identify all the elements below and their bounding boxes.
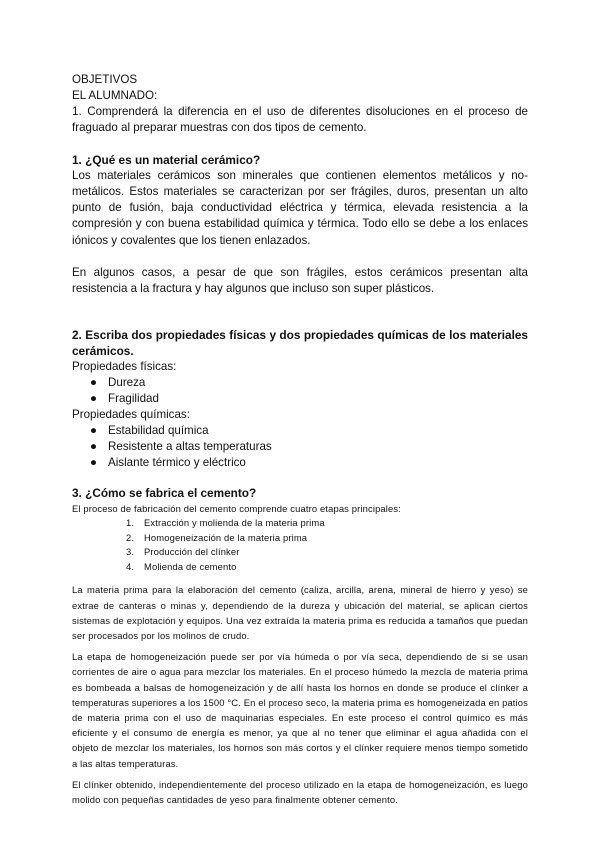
fisicas-list xyxy=(72,375,528,407)
section-3-paragraph-1: La materia prima para la elaboración del cemento (caliza, arcilla, arena, mineral de hierro y yeso) se extrae de canteras o minas y, dependiendo de la dureza y ubicación del material, se aplican ciertos sistemas de explotación y equipos. Una vez extraída la materia prima es reducida a tamaños que puedan ser procesados por los molinos de crudo. xyxy=(72,584,528,642)
list-item: ● Fragilidad xyxy=(90,391,159,405)
list-item: ● Resistente a altas temperaturas xyxy=(90,439,272,453)
section-2-title: 2. Escriba dos propiedades físicas y dos propiedades químicas de los materiales cerámicos. xyxy=(72,327,528,358)
section-3-paragraph-2: La etapa de homogeneización puede ser por vía húmeda o por vía seca, dependiendo de si se usan corrientes de aire o agua para mezclar los materiales. En el proceso húmedo la mezcla de materia prima es bombeada a balsas de homogeneización y de allí hasta los hornos en donde se produce el clínker a temperaturas superiores a los 1500 °C. En el proceso seco, la materia prima es homogeneizada en patios de materia prima con el uso de maquinarias especiales. En este proceso el control químico es más eficiente y el consumo de energía es menor, ya que al no tener que eliminar el agua añadida con el objeto de mezclar los materiales, los hornos son más cortos y el clínker requiere menos tiempo sometido a las altas temperaturas. xyxy=(72,651,528,769)
objective-1: 1. Comprenderá la diferencia en el uso de diferentes disoluciones en el proceso de fraguado al preparar muestras con dos tipos de cemento. xyxy=(72,105,528,135)
steps-list xyxy=(72,516,528,574)
fisicas-label: Propiedades físicas: xyxy=(72,359,177,373)
quimicas-label: Propiedades químicas: xyxy=(72,407,190,421)
objetivos-heading: OBJETIVOS xyxy=(72,73,138,86)
section-3-paragraph-3: El clínker obtenido, independientemente del proceso utilizado en la etapa de homogeneización, es luego molido con pequeñas cantidades de yeso para finalmente obtener cemento. xyxy=(72,778,528,806)
quimicas-list xyxy=(72,423,528,471)
section-3-intro: El proceso de fabricación del cemento comprende cuatro etapas principales: xyxy=(72,502,401,514)
list-item: ● Aislante térmico y eléctrico xyxy=(90,455,246,469)
bullet-icon: ● xyxy=(90,375,98,389)
list-item: ● Estabilidad química xyxy=(90,423,209,437)
section-1-paragraph-2: En algunos casos, a pesar de que son frágiles, estos cerámicos presentan alta resistencia a la fractura y hay algunos que incluso son super plásticos. xyxy=(72,265,528,295)
bullet-icon: ● xyxy=(90,455,98,469)
list-item: ● Dureza xyxy=(90,375,146,389)
bullet-icon: ● xyxy=(90,439,98,453)
bullet-icon: ● xyxy=(90,391,98,405)
list-item: 2. Homogeneización de la materia prima xyxy=(126,531,308,543)
list-item: 1. Extracción y molienda de la materia prima xyxy=(126,517,325,529)
list-item: 4. Molienda de cemento xyxy=(126,560,237,572)
section-1-title: 1. ¿Qué es un material cerámico? xyxy=(72,153,261,168)
section-1-paragraph-1: Los materiales cerámicos son minerales que contienen elementos metálicos y no-metálicos. Estos materiales se caracterizan por ser frágiles, duros, presentan un alto punto de fusión, baja conductividad eléctrica y térmica, elevada resistencia a la compresión y con buena estabilidad química y térmica. Todo ello se debe a los enlaces iónicos y covalentes que los tienen enlazados. xyxy=(72,169,528,247)
bullet-icon: ● xyxy=(90,423,98,437)
section-3-title: 3. ¿Cómo se fabrica el cemento? xyxy=(72,485,257,500)
alumnado-label: EL ALUMNADO: xyxy=(72,89,158,102)
list-item: 3. Producción del clínker xyxy=(126,546,240,558)
